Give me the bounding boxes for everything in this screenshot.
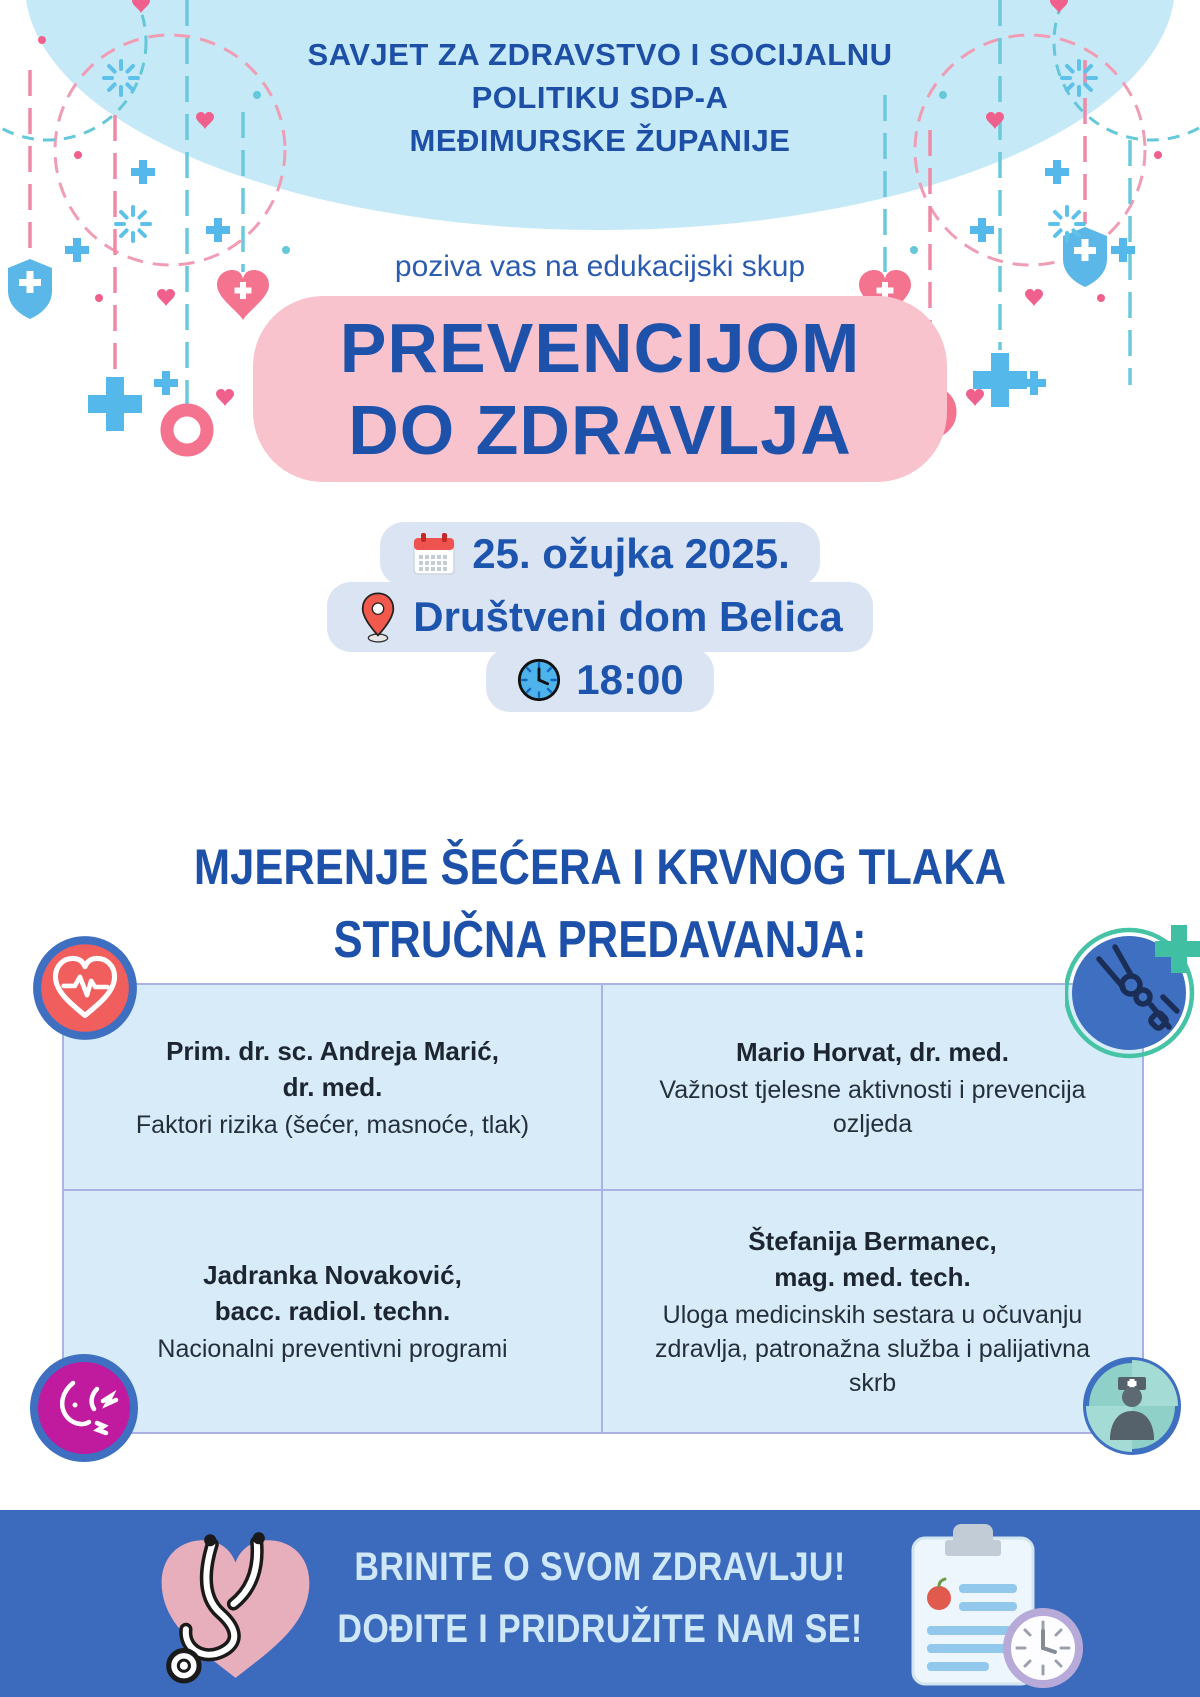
event-title-box: [253, 296, 947, 482]
lecture-cell-mario-horvat: [603, 985, 1142, 1189]
lecture-topic: Faktori rizika (šećer, masnoće, tlak): [135, 1110, 530, 1139]
invite-line: poziva vas na edukacijski skup: [394, 250, 806, 283]
lecture-topic: Uloga medicinskih sestara u očuvanju zdravlja, patronažna služba i palijativna skrb: [655, 1301, 1090, 1397]
heart-ecg-icon: [29, 932, 141, 1044]
lecture-topic: Važnost tjelesne aktivnosti i prevencija ozljeda: [659, 1075, 1086, 1138]
calendar-icon: [410, 530, 458, 578]
event-time: 18:00: [576, 656, 684, 703]
clipboard-clock-icon: [905, 1520, 1085, 1690]
free-service-heading: MJERENJE ŠEĆERA I KRVNOG TLAKA: [193, 839, 1007, 895]
speaker-credential: mag. med. tech.: [774, 1262, 971, 1292]
mammography-icon: [25, 1349, 143, 1467]
event-location: Društveni dom Belica: [413, 593, 843, 640]
lecture-cell-andreja-maric: [64, 985, 601, 1189]
lecture-cell-stefanija-bermanec: [603, 1191, 1142, 1432]
event-time-row: [486, 648, 713, 712]
footer-line-1: BRINITE O SVOM ZDRAVLJU!: [354, 1545, 846, 1589]
organization-title: [0, 33, 1200, 162]
nurse-icon: [1080, 1354, 1184, 1458]
lecture-cell-jadranka-novakovic: [64, 1191, 601, 1432]
event-date-row: [380, 522, 820, 586]
footer-line-2: DOĐITE I PRIDRUŽITE NAM SE!: [337, 1607, 863, 1651]
organization-line-2: POLITIKU SDP-A: [471, 80, 729, 115]
speaker-name: Mario Horvat, dr. med.: [735, 1036, 1010, 1067]
event-location-row: [327, 582, 872, 652]
organization-line-1: SAVJET ZA ZDRAVSTVO I SOCIJALNU: [307, 37, 893, 72]
speaker-name: Jadranka Novaković,: [203, 1260, 462, 1290]
event-details: [0, 526, 1200, 712]
footer-band: [0, 1510, 1200, 1697]
lecture-topic: Nacionalni preventivni programi: [157, 1335, 508, 1363]
location-pin-icon: [357, 590, 399, 644]
speaker-credential: bacc. radiol. techn.: [214, 1296, 451, 1326]
event-title-line-1: PREVENCIJOM: [339, 309, 861, 387]
speaker-name: Štefanija Bermanec,: [748, 1226, 997, 1256]
event-date: 25. ožujka 2025.: [472, 530, 790, 577]
event-title-line-2: DO ZDRAVLJA: [348, 391, 852, 469]
lectures-table: [62, 983, 1144, 1434]
lectures-heading: STRUČNA PREDAVANJA:: [333, 911, 867, 969]
organization-line-3: MEĐIMURSKE ŽUPANIJE: [409, 123, 791, 158]
speaker-credential: dr. med.: [282, 1071, 383, 1102]
bone-joint-icon: [1065, 923, 1200, 1063]
clock-icon: [516, 657, 562, 703]
speaker-name: Prim. dr. sc. Andreja Marić,: [166, 1035, 499, 1066]
